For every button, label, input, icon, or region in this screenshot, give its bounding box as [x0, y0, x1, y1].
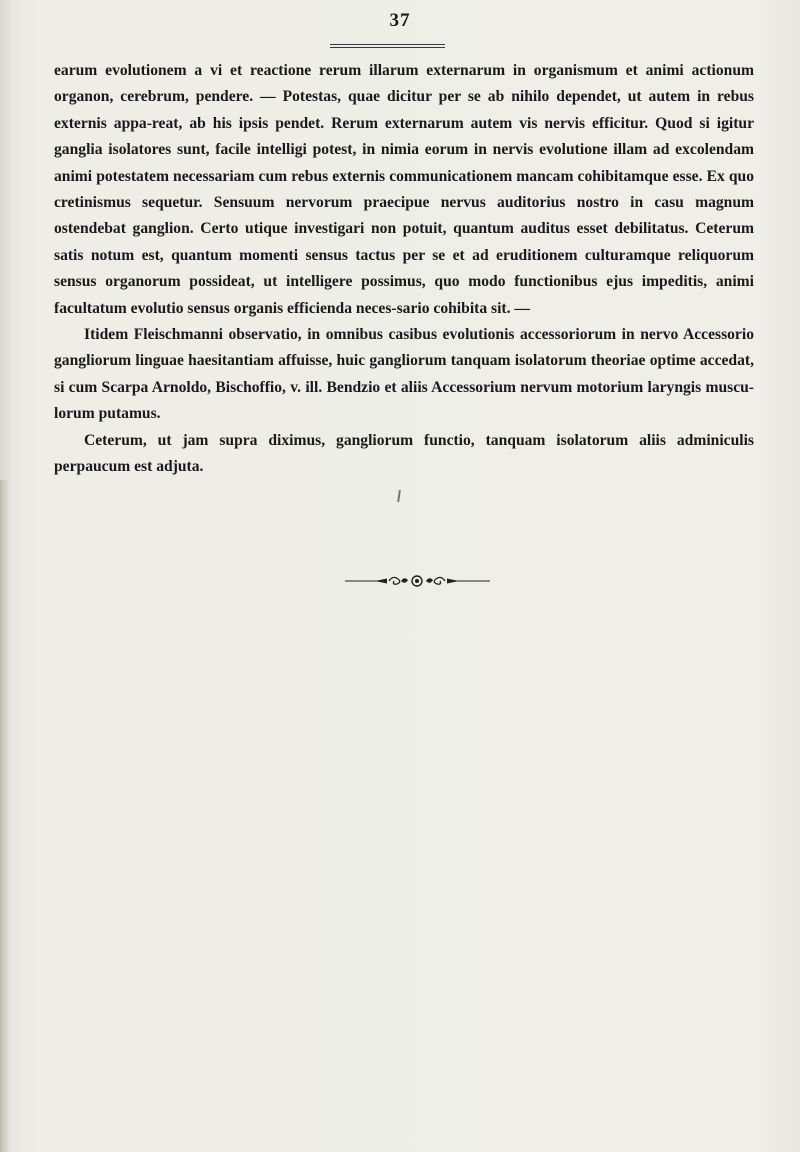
body-text — [54, 58, 754, 481]
paragraph: Itidem Fleischmanni observatio, in omnibus casibus evolutionis accessoriorum in nervo Accessorio gangliorum linguae haesitantiam affuisse, huic gangliorum tanquam isolatorum theoriae optime accedat, si cum Scarpa Arnoldo, Bischoffio, v. ill. Bendzio et aliis Accessorium nervum motorium laryngis muscu-lorum putamus. — [54, 326, 754, 423]
paragraph: Ceterum, ut jam supra diximus, gangliorum functio, tanquam isolatorum aliis adminiculis perpaucum est adjuta. — [54, 431, 754, 476]
ornamental-divider-icon — [345, 573, 490, 589]
paragraph: earum evolutionem a vi et reactione rerum illarum externarum in organismum et animi actionum organon, cerebrum, pendere. — Potestas, quae dicitur per se ab nihilo dependet, ut autem in rebus externis appa-reat, ab his ipsis pendet. Rerum externarum autem vis nervis efficitur. Quod si igitur ganglia isolatores sunt, facile intelligi potest, in nimia eorum in nervis evolutione illam ad excolendam animi potestatem necessariam cum rebus externis communicationem mancam cohibitamque esse. Ex quo cretinismus sequetur. Sensuum nervorum praecipue nervus auditorius nostro in casu magnum ostendebat ganglion. Certo utique investigari non potuit, quantum auditus esset debilitatus. Ceterum satis notum est, quantum momenti sensus tactus per se et ad eruditionem culturamque reliquorum sensus organorum possideat, ut intelligere possimus, quo modo functionibus ejus impeditis, animi facultatum evolutio sensus organis efficienda neces-sario cohibita sit. — — [54, 62, 754, 317]
stray-ink-mark — [397, 490, 401, 502]
page-number: 37 — [389, 10, 411, 31]
binding-edge-shadow — [0, 480, 10, 1152]
header-rule — [330, 44, 445, 45]
header-rule — [330, 47, 445, 48]
